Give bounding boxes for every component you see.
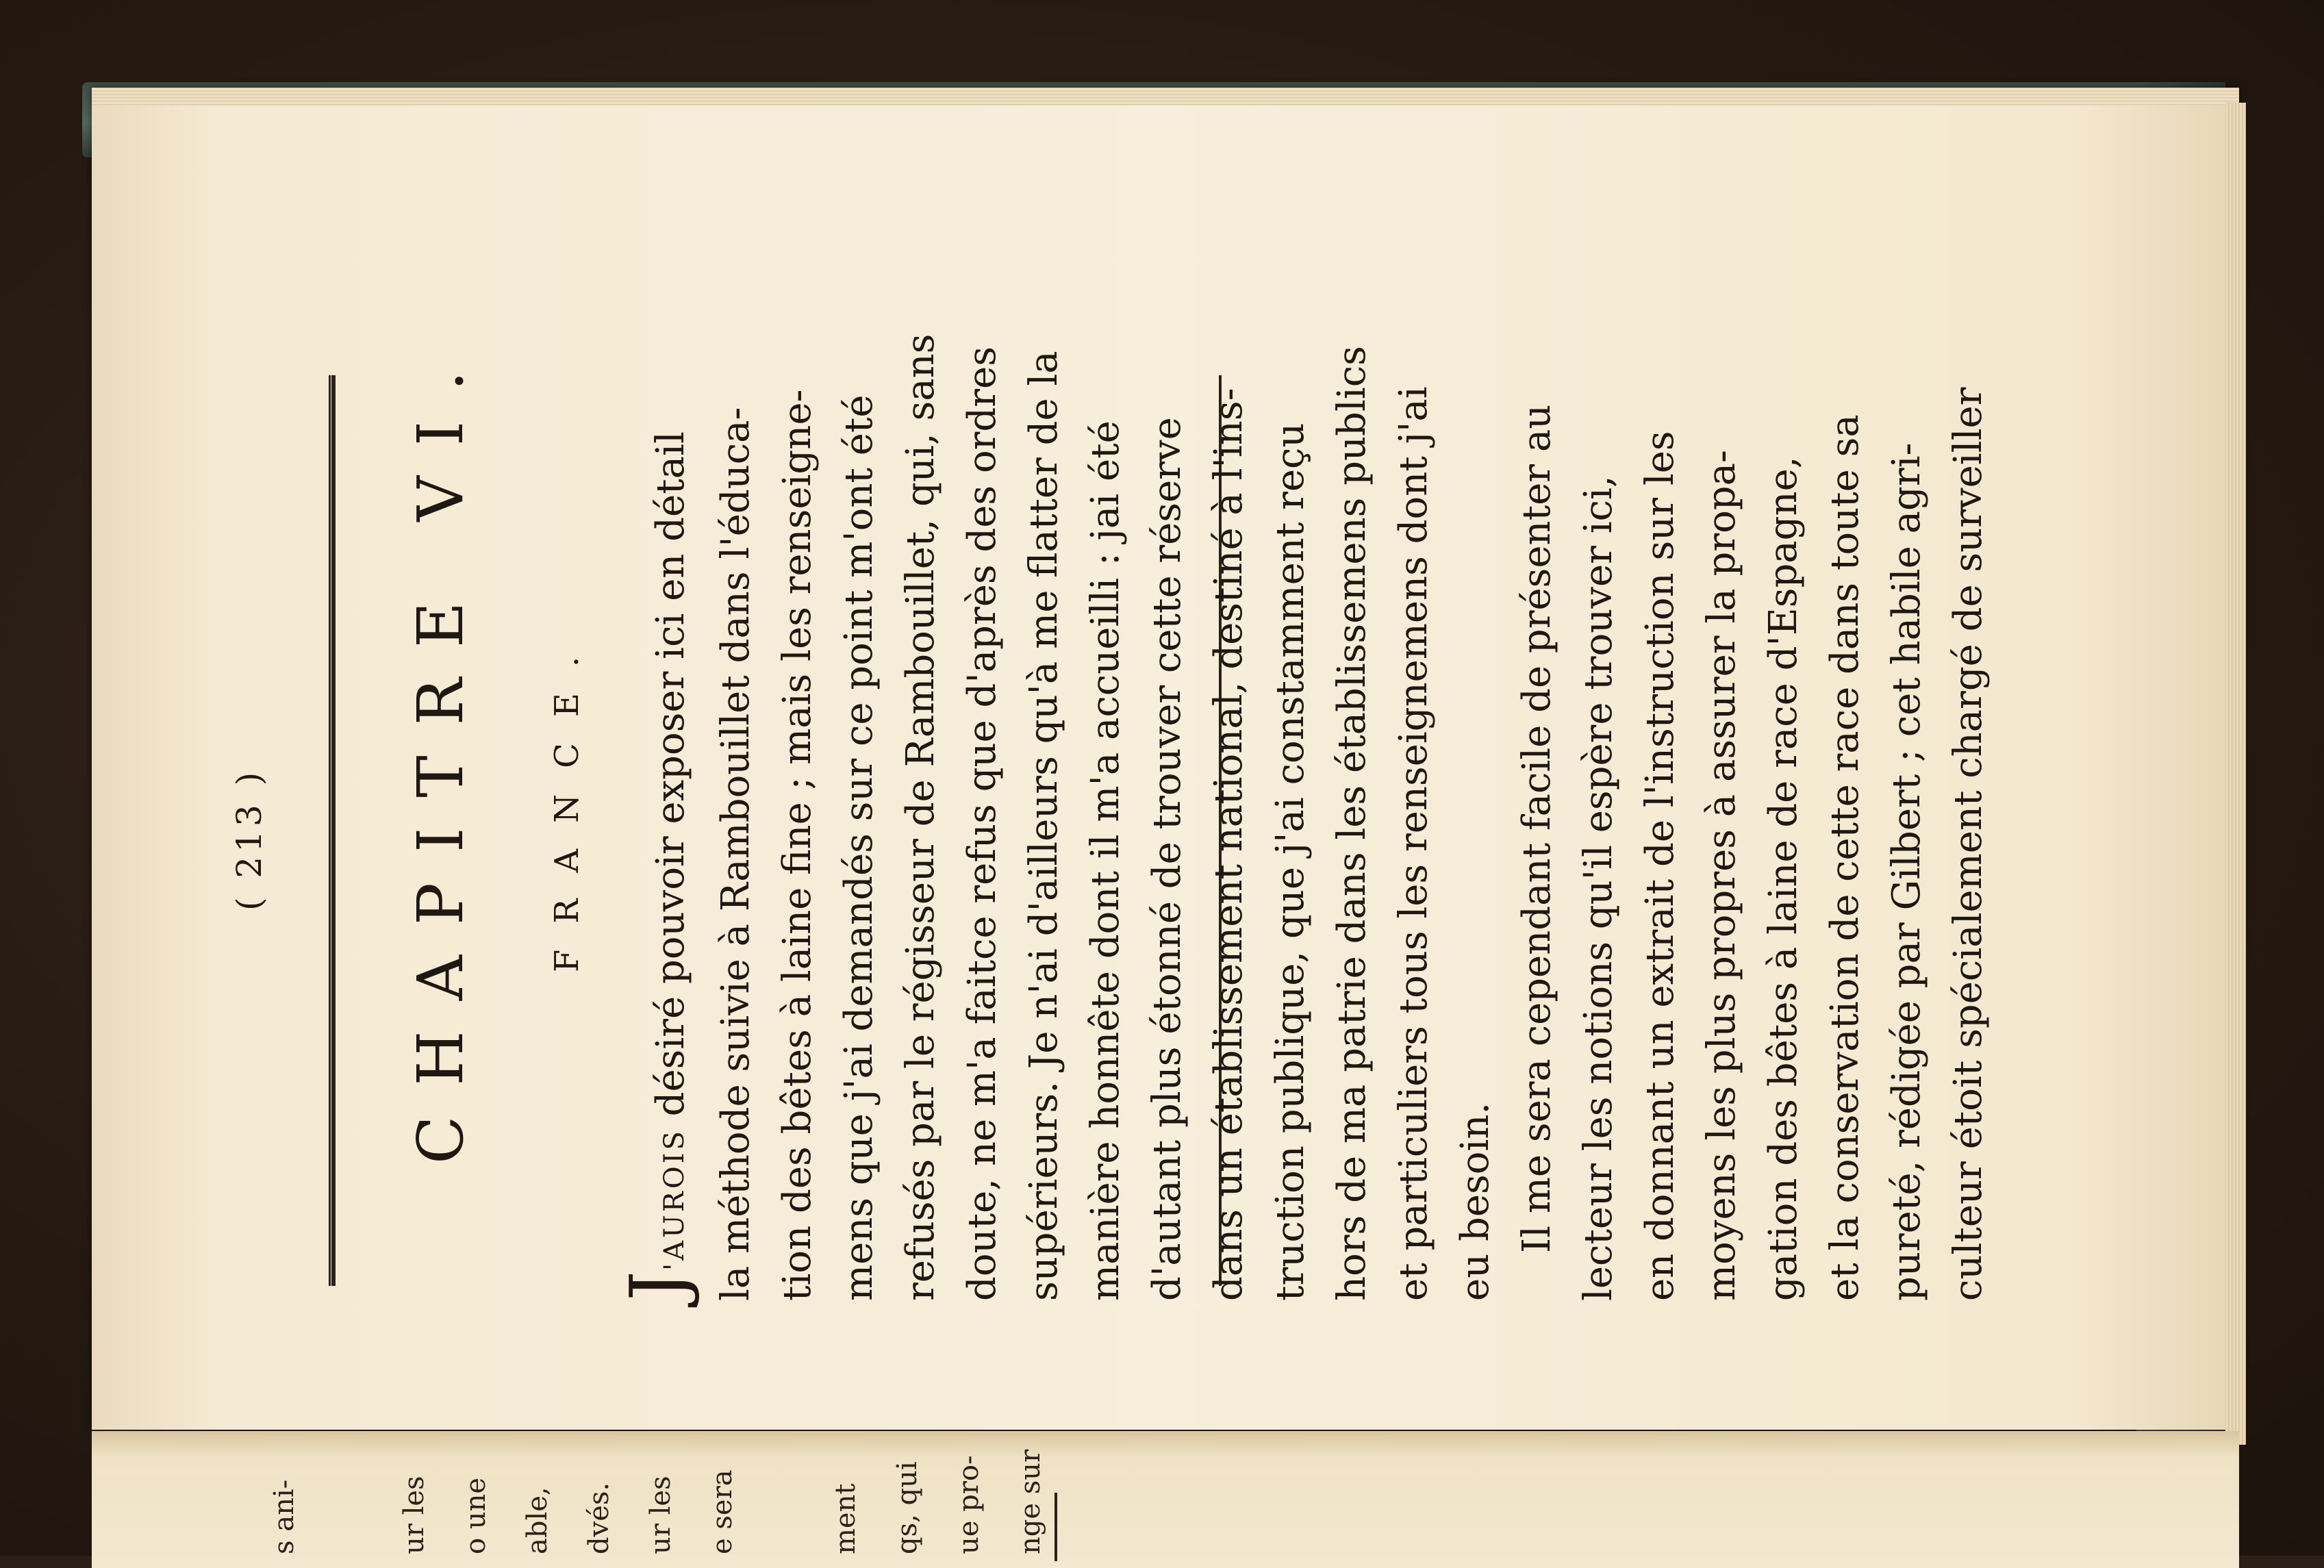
facing-fragment: dvés. (583, 1482, 615, 1554)
text-line: moyens les plus propres à assurer la propa- (1700, 450, 1744, 1301)
section-title: FRANCE. (548, 630, 586, 972)
paragraph-1-first-line (614, 383, 705, 1301)
text-line: dans un établissement national, destiné à l'ins- (1207, 388, 1251, 1301)
text-line: supérieurs. Je n'ai d'ailleurs qu'à me flatter de la (1022, 351, 1066, 1301)
text-line: doute, ne m'a faitce refus que d'après des ordres (960, 346, 1005, 1301)
facing-fragment: e sera (707, 1469, 738, 1554)
text-line: refusés par le régisseur de Rambouillet, qui, sans (898, 333, 943, 1301)
drop-cap: J (614, 1270, 701, 1301)
text-line: en donnant un extrait de l'instruction sur les (1638, 431, 1682, 1301)
body-text (614, 333, 1999, 1301)
facing-page-rule (1054, 1493, 1057, 1561)
page-stack-right-edge (2225, 103, 2246, 1445)
text-line: la méthode suivie à Rambouillet dans l'éduca- (713, 407, 758, 1301)
facing-fragment: ue pro- (953, 1455, 985, 1554)
text-line: et la conservation de cette race dans toute sa (1823, 414, 1867, 1301)
text-line: eu besoin. (1453, 1102, 1498, 1301)
text-line: pureté, rédigée par Gilbert ; cet habile agri- (1884, 442, 1929, 1301)
text-line: et particuliers tous les renseignemens dont j'ai (1391, 386, 1436, 1301)
text-line: lecteur les notions qu'il espère trouver ici, (1576, 475, 1621, 1301)
facing-fragment: s ani- (268, 1479, 300, 1554)
text-line: mens que j'ai demandés sur ce point m'ont été (837, 394, 881, 1301)
facing-fragment: o une (460, 1478, 492, 1554)
text-line: d'autant plus étonné de trouver cette réserve (1145, 417, 1189, 1301)
facing-fragment: nge sur (1015, 1449, 1046, 1554)
text-line: truction publique, que j'ai constamment reçu (1268, 422, 1313, 1301)
facing-fragment: ur les (399, 1476, 430, 1554)
chapter-rule-right (329, 375, 336, 1286)
facing-fragment: qs, qui (892, 1461, 923, 1554)
text-line: gation des bêtes à laine de race d'Espagne, (1761, 456, 1806, 1301)
text-line: Il me sera cependant facile de présenter au (1515, 404, 1559, 1253)
facing-fragment: able, (522, 1487, 553, 1554)
chapter-title: CHAPITRE VI. (404, 340, 477, 1164)
text-line: hors de ma patrie dans les établissemens publics (1330, 346, 1374, 1301)
text-line: tion des bêtes à laine fine ; mais les renseigne- (775, 389, 820, 1301)
first-line-rest: désiré pouvoir exposer ici en détail (648, 431, 693, 1129)
text-line: culteur étoit spécialement chargé de surveiller (1946, 387, 1991, 1301)
page-stack-top-edge (92, 88, 2239, 105)
text-line: manière honnête dont il m'a accueilli : jai été (1083, 420, 1128, 1301)
small-caps-word: 'AUROIS (659, 1128, 690, 1271)
facing-fragment: ment (830, 1483, 861, 1554)
facing-fragment: ur les (645, 1476, 677, 1554)
page-number: ( 213 ) (229, 768, 269, 911)
